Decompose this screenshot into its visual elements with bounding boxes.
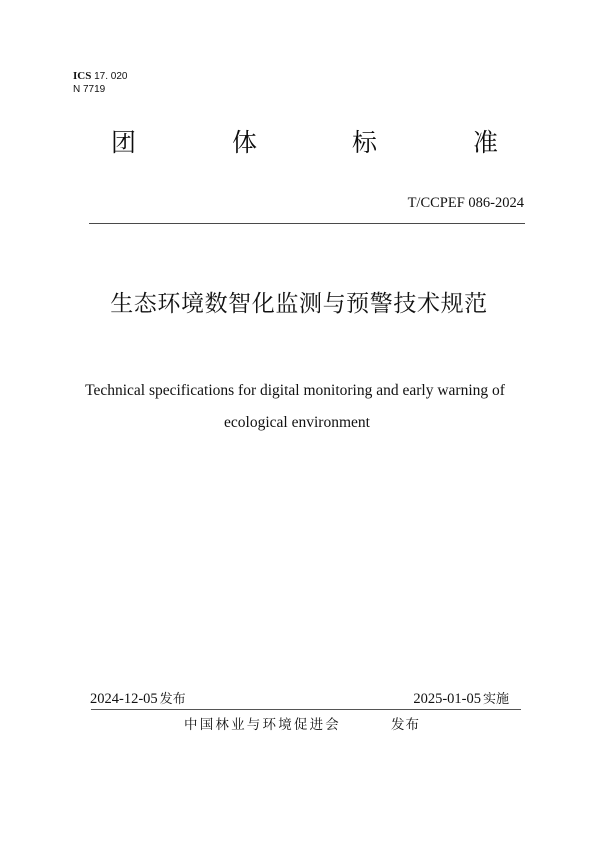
ics-label: ICS bbox=[73, 70, 92, 82]
standard-type-char-3: 标 bbox=[352, 128, 378, 157]
header-divider bbox=[89, 223, 525, 224]
ics-classification bbox=[73, 70, 128, 83]
standard-type-char-4: 准 bbox=[473, 128, 499, 157]
ics-code: 17. 020 bbox=[91, 71, 128, 82]
implementation-date-value: 2025-01-05 bbox=[413, 691, 481, 707]
issue-date bbox=[90, 690, 186, 709]
implementation-date-label: 实施 bbox=[482, 692, 509, 707]
issue-date-value: 2024-12-05 bbox=[90, 691, 158, 707]
issue-date-label: 发布 bbox=[159, 692, 186, 707]
document-title-english-line-2: ecological environment bbox=[224, 414, 370, 431]
document-title-chinese: 生态环境数智化监测与预警技术规范 bbox=[110, 291, 488, 317]
footer-divider bbox=[91, 709, 521, 710]
publisher-name: 中国林业与环境促进会 bbox=[184, 717, 341, 733]
standard-type-char-1: 团 bbox=[111, 128, 137, 157]
standard-type-char-2: 体 bbox=[232, 128, 258, 157]
standard-number: T/CCPEF 086-2024 bbox=[407, 195, 524, 211]
implementation-date bbox=[413, 690, 509, 709]
ccs-classification: N 7719 bbox=[73, 84, 106, 95]
publish-label: 发布 bbox=[391, 717, 420, 733]
document-title-english-line-1: Technical specifications for digital monitoring and early warning of bbox=[85, 382, 505, 399]
